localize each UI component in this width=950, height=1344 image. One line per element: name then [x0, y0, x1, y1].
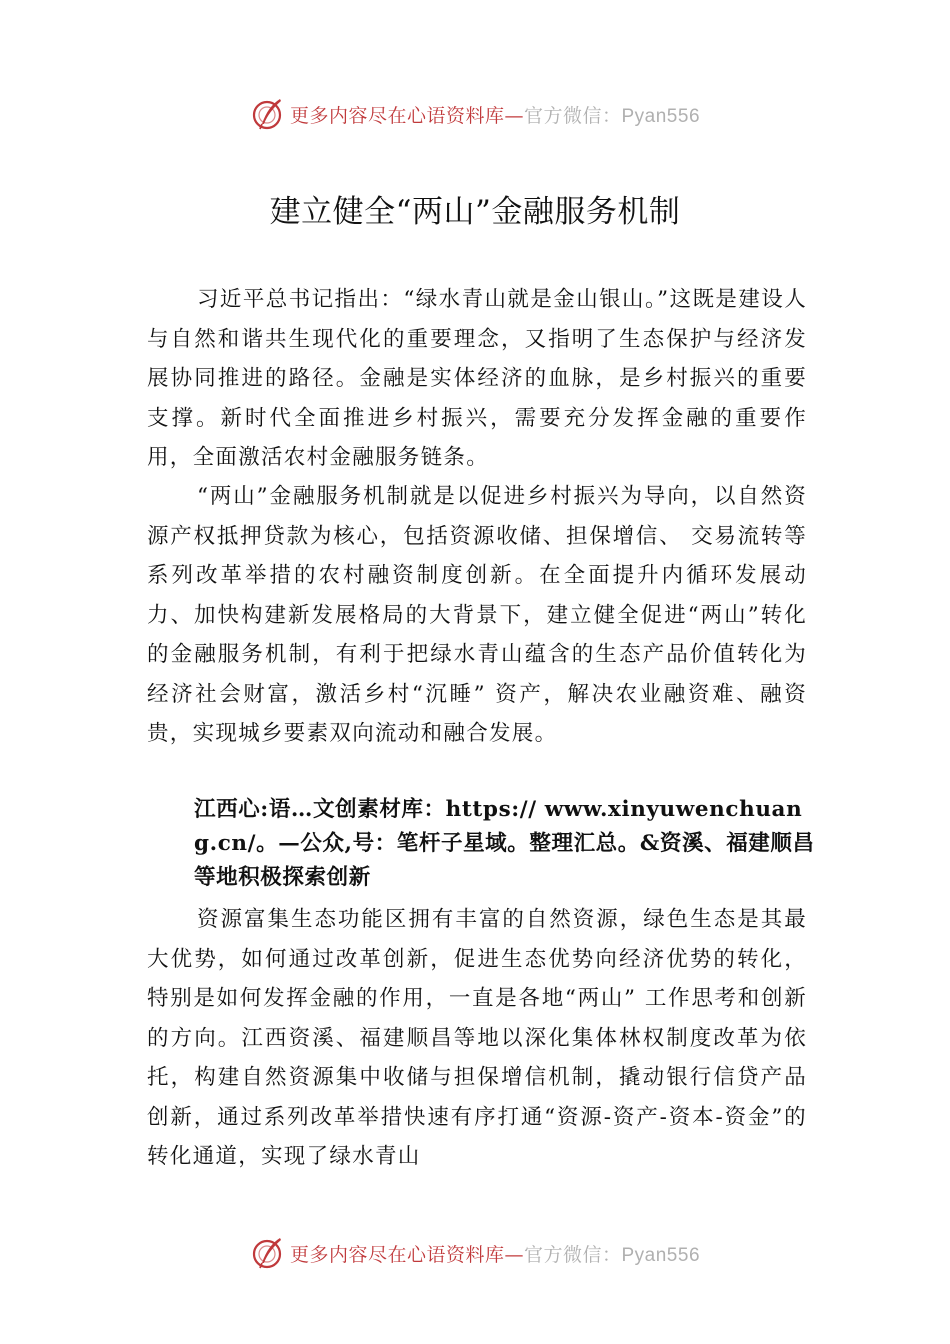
- banner-text: 更多内容尽在心语资料库—官方微信：Pyan556: [289, 1243, 701, 1266]
- paragraph-2: “两山”金融服务机制就是以促进乡村振兴为导向，以自然资源产权抵押贷款为核心，包括资源收储、担保增信、 交易流转等系列改革举措的农村融资制度创新。在全面提升内循环发展动力、加快构建新发展格局的大背景下，建立健全促进“两山”转化的金融服务机制，有利于把绿水青山蕴含的生态产品价值转化为经济社会财富，激活乡村“沉睡” 资产，解决农业融资难、融资贵，实现城乡要素双向流动和融合发展。: [147, 484, 807, 746]
- quill-logo-icon: [250, 96, 286, 132]
- header-banner: [0, 94, 950, 134]
- document-title: 建立健全“两山”金融服务机制: [269, 194, 681, 230]
- paragraph-3: 资源富集生态功能区拥有丰富的自然资源，绿色生态是其最大优势，如何通过改革创新，促进生态优势向经济优势的转化，特别是如何发挥金融的作用，一直是各地“两山” 工作思考和创新的方向。江西资溪、福建顺昌等地以深化集体林权制度改革为依托，构建自然资源集中收储与担保增信机制，撬动银行信贷产品创新，通过系列改革举措快速有序打通“资源-资产-资本-资金”的转化通道，实现了绿水青山: [147, 907, 807, 1169]
- footer-banner: [0, 1233, 950, 1273]
- banner-text: 更多内容尽在心语资料库—官方微信：Pyan556: [289, 104, 701, 127]
- paragraph-1: 习近平总书记指出：“绿水青山就是金山银山。”这既是建设人与自然和谐共生现代化的重要理念，又指明了生态保护与经济发展协同推进的路径。金融是实体经济的血脉，是乡村振兴的重要支撑。新时代全面推进乡村振兴，需要充分发挥金融的重要作用，全面激活农村金融服务链条。: [147, 287, 807, 470]
- section-heading: 江西心:语…文创素材库：https:// www.xinyuwenchuang.cn/。—公众,号：笔杆子星域。整理汇总。&资溪、福建顺昌等地积极探索创新: [194, 797, 815, 890]
- quill-logo-icon: [250, 1235, 286, 1271]
